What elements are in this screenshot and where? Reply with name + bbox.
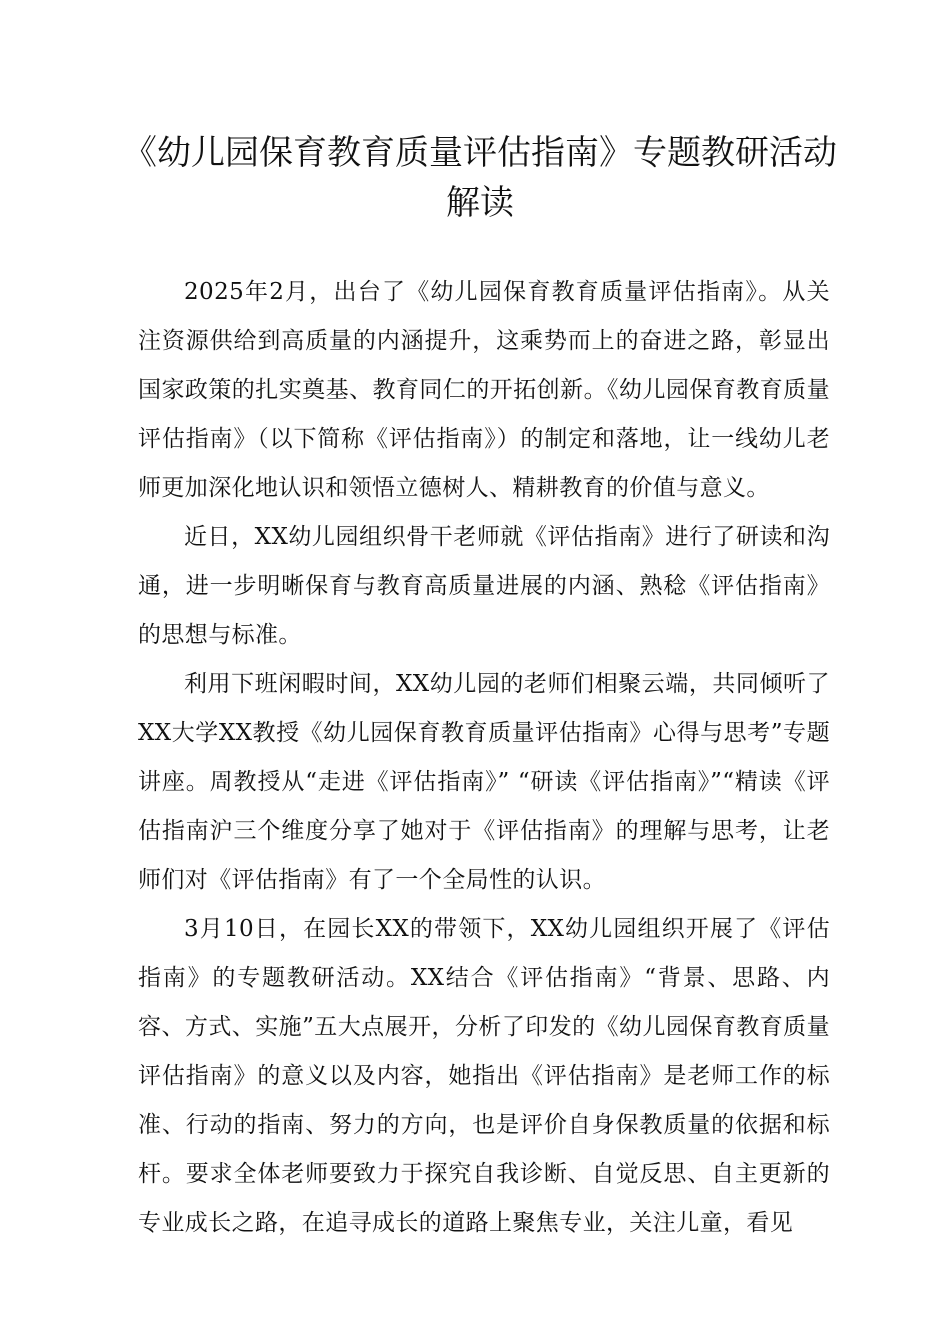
document-body — [138, 268, 830, 1248]
paragraph-4: 3月10日，在园长XX的带领下，XX幼儿园组织开展了《评估指南》的专题教研活动。XX结合《评估指南》“背景、思路、内容、方式、实施”五大点展开，分析了印发的《幼儿园保育教育质量评估指南》的意义以及内容，她指出《评估指南》是老师工作的标准、行动的指南、努力的方向，也是评价自身保教质量的依据和标杆。要求全体老师要致力于探究自我诊断、自觉反思、自主更新的专业成长之路，在追寻成长的道路上聚焦专业，关注儿童，看见 — [138, 916, 830, 1236]
paragraph-3: 利用下班闲暇时间，XX幼儿园的老师们相聚云端，共同倾听了XX大学XX教授《幼儿园保育教育质量评估指南》心得与思考”专题讲座。周教授从“走进《评估指南》” “研读《评估指南》”“精读《评估指南沪三个维度分享了她对于《评估指南》的理解与思考，让老师们对《评估指南》有了一个全局性的认识。 — [138, 671, 830, 893]
paragraph-2: 近日，XX幼儿园组织骨干老师就《评估指南》进行了研读和沟通，进一步明晰保育与教育高质量进展的内涵、熟稔《评估指南》的思想与标准。 — [138, 524, 830, 648]
document-title: 《幼儿园保育教育质量评估指南》专题教研活动解读 — [123, 133, 837, 223]
paragraph-1: 2025年2月，出台了《幼儿园保育教育质量评估指南》。从关注资源供给到高质量的内涵提升，这乘势而上的奋进之路，彰显出国家政策的扎实奠基、教育同仁的开拓创新。《幼儿园保育教育质量评估指南》（以下简称《评估指南》）的制定和落地，让一线幼儿老师更加深化地认识和领悟立德树人、精耕教育的价值与意义。 — [138, 279, 830, 501]
